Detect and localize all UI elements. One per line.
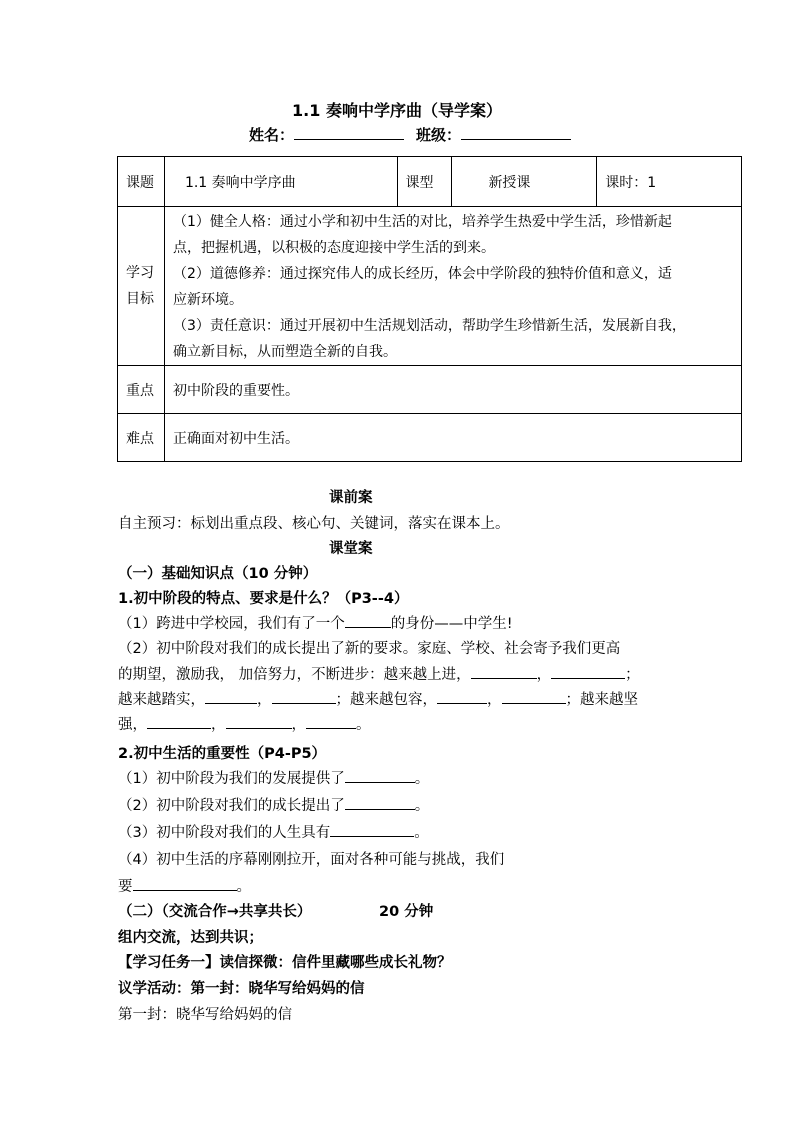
answer-blank [147, 714, 211, 729]
key-point-label: 重点 [118, 366, 165, 414]
period: 。 [236, 879, 251, 895]
objective-line: （3）责任意识：通过开展初中生活规划活动，帮助学生珍惜新生活，发展新自我， [172, 318, 686, 334]
objectives-label-line2: 目标 [126, 291, 154, 307]
difficulty-label: 难点 [118, 414, 165, 462]
q1-item2-line3-text-a: 越来越踏实， [118, 692, 205, 708]
objective-line: （1）健全人格：通过小学和初中生活的对比，培养学生热爱中学生活，珍惜新起 [172, 214, 672, 230]
group-exchange-text: 组内交流，达到共识； [118, 930, 263, 946]
objectives-row [118, 207, 742, 366]
objective-line: 点，把握机遇，以积极的态度迎接中学生活的到来。 [172, 240, 495, 256]
comma: ， [211, 717, 226, 733]
q1-item2-line4 [118, 713, 371, 734]
topic-row [118, 157, 742, 207]
part2-heading: （二）（交流合作→共享共长） [118, 904, 312, 920]
q1-item1-text-b: 的身份——中学生! [390, 616, 513, 632]
type-value: 新授课 [452, 157, 597, 207]
answer-blank [330, 822, 414, 837]
answer-blank [345, 613, 391, 628]
part1-heading: （一）基础知识点（10 分钟） [118, 566, 318, 582]
answer-blank [133, 876, 237, 891]
q2-item2-text: （2）初中阶段对我们的成长提出了 [118, 798, 345, 814]
period: 。 [414, 798, 430, 814]
name-field [249, 124, 404, 145]
q2-item3-text: （3）初中阶段对我们的人生具有 [118, 825, 331, 841]
learning-task-1: 【学习任务一】读信探微：信件里藏哪些成长礼物？ [118, 955, 452, 971]
q2-item3 [118, 821, 429, 842]
period: 。 [414, 825, 429, 841]
q1-item2-line1: （2）初中阶段对我们的成长提出了新的要求。家庭、学校、社会寄予我们更高 [118, 641, 621, 657]
part2-time: 20 分钟 [379, 904, 434, 920]
topic-label: 课题 [118, 157, 165, 207]
answer-blank [502, 689, 566, 704]
class-blank [461, 124, 571, 140]
q2-item4-line2 [118, 875, 251, 896]
difficulty-value: 正确面对初中生活。 [164, 414, 741, 462]
q1-item1 [118, 612, 513, 633]
q1-item2-line2 [118, 663, 640, 684]
pre-class-title: 课前案 [329, 490, 373, 506]
q1-item1-text-a: （1）跨进中学校园，我们有了一个 [118, 616, 345, 632]
q2-item4-line1: （4）初中生活的序幕刚刚拉开，面对各种可能与挑战，我们 [118, 852, 505, 868]
answer-blank [345, 768, 415, 783]
answer-blank [306, 714, 356, 729]
type-label: 课型 [397, 157, 452, 207]
answer-blank [226, 714, 292, 729]
q2-item1-text: （1）初中阶段为我们的发展提供了 [118, 771, 345, 787]
comma: ， [487, 692, 502, 708]
answer-blank [205, 689, 257, 704]
q2-item2 [118, 794, 429, 815]
pre-class-text: 自主预习：标划出重点段、核心句、关键词，落实在课本上。 [118, 516, 510, 532]
difficulty-row [118, 414, 742, 462]
name-label: 姓名： [249, 126, 295, 144]
comma: ， [291, 717, 306, 733]
semicolon: ； [625, 667, 640, 683]
answer-blank [437, 689, 487, 704]
comma: ， [257, 692, 272, 708]
q1-item2-line2-text: 的期望，激励我， 加倍努力，不断进步：越来越上进， [118, 667, 471, 683]
key-point-row [118, 366, 742, 414]
q1-item2-line3-text-b: ；越来越包容， [335, 692, 437, 708]
class-field [416, 124, 571, 145]
objective-line: （2）道德修养：通过探究伟人的成长经历，体会中学阶段的独特价值和意义，适 [172, 266, 672, 282]
key-point-value: 初中阶段的重要性。 [164, 366, 741, 414]
answer-blank [551, 664, 625, 679]
q1-item2-line3 [118, 688, 638, 709]
comma: ， [536, 667, 552, 683]
objective-line: 确立新目标，从而塑造全新的自我。 [172, 344, 397, 360]
objectives-label-line1: 学习 [126, 265, 154, 281]
topic-value: 1.1 奏响中学序曲 [164, 157, 397, 207]
period: 。 [356, 717, 371, 733]
q2-heading: 2.初中生活的重要性（P4-P5） [118, 746, 327, 762]
answer-blank [272, 689, 336, 704]
page-title: 1.1 奏响中学序曲（导学案） [292, 101, 502, 120]
answer-blank [471, 664, 537, 679]
objectives-label [118, 207, 165, 366]
period: 。 [414, 771, 430, 787]
answer-blank [345, 795, 415, 810]
in-class-title: 课堂案 [329, 541, 373, 557]
q1-item2-line3-text-c: ；越来越坚 [565, 692, 638, 708]
lesson-info-table [117, 156, 742, 462]
discussion-activity: 议学活动：第一封：晓华写给妈妈的信 [118, 981, 365, 997]
q2-item1 [118, 767, 429, 788]
objectives-content [164, 207, 741, 366]
q1-heading: 1.初中阶段的特点、要求是什么？（P3--4） [118, 591, 409, 607]
q1-item2-line4-text: 强， [118, 717, 147, 733]
q2-item4-line2-text: 要 [118, 879, 133, 895]
class-label: 班级： [416, 126, 462, 144]
name-blank [294, 124, 404, 140]
letter-title: 第一封：晓华写给妈妈的信 [118, 1007, 292, 1023]
hours-value: 课时：1 [597, 157, 742, 207]
objective-line: 应新环境。 [172, 292, 243, 308]
